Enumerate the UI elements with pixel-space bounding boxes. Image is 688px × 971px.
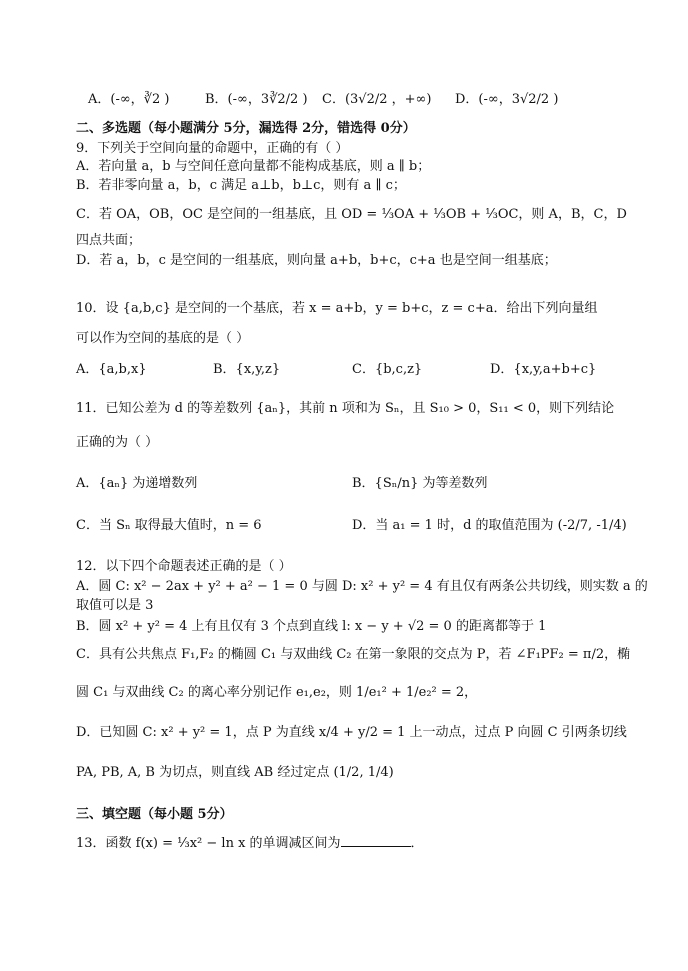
question-10-option-a: A．{a,b,x} bbox=[76, 362, 147, 377]
option-c: C．(3√2/2 ，+∞) bbox=[322, 92, 432, 107]
question-11-stem-cont: 正确的为（ ） bbox=[76, 435, 159, 450]
question-12-stem: 12．以下四个命题表述正确的是（ ） bbox=[76, 559, 292, 574]
question-11-option-b: B．{Sₙ/n} 为等差数列 bbox=[352, 476, 488, 491]
question-12-option-c-cont: 圆 C₁ 与双曲线 C₂ 的离心率分别记作 e₁,e₂，则 1/e₁² + 1/e₂² = 2， bbox=[76, 685, 478, 700]
question-12-option-a-cont: 取值可以是 3 bbox=[76, 598, 154, 613]
option-b: B．(-∞，3∛2/2 ) bbox=[205, 92, 308, 107]
question-9-option-b: B．若非零向量 a，b，c 满足 a⊥b，b⊥c，则有 a ∥ c； bbox=[76, 178, 406, 193]
question-13-stem: 13．函数 f(x) = ⅓x² − ln x 的单调减区间为 bbox=[76, 836, 341, 851]
question-10-stem-cont: 可以作为空间的基底的是（ ） bbox=[76, 331, 250, 346]
question-11-option-d: D．当 a₁ = 1 时，d 的取值范围为 (-2/7, -1/4) bbox=[352, 518, 627, 533]
question-9-option-c-cont: 四点共面； bbox=[76, 233, 142, 248]
answer-blank[interactable] bbox=[341, 834, 411, 847]
section-title-multiple-choice: 二、多选题（每小题满分 5分，漏选得 2分，错选得 0分） bbox=[76, 121, 416, 136]
question-12-option-d-cont: PA, PB, A, B 为切点，则直线 AB 经过定点 (1/2, 1/4) bbox=[76, 765, 394, 780]
question-12-option-d: D．已知圆 C: x² + y² = 1，点 P 为直线 x/4 + y/2 = 1 上一动点，过点 P 向圆 C 引两条切线 bbox=[76, 725, 627, 740]
question-9-option-c: C．若 OA，OB，OC 是空间的一组基底，且 OD = ⅓OA + ⅓OB + ⅓OC，则 A，B，C，D bbox=[76, 207, 627, 222]
section-title-fill-in: 三、填空题（每小题 5分） bbox=[76, 807, 233, 822]
question-11-option-c: C．当 Sₙ 取得最大值时，n = 6 bbox=[76, 518, 262, 533]
question-9-option-d: D．若 a，b，c 是空间的一组基底，则向量 a+b，b+c，c+a 也是空间一组基底； bbox=[76, 253, 557, 268]
question-10-option-d: D．{x,y,a+b+c} bbox=[490, 362, 597, 377]
question-13 bbox=[76, 834, 648, 853]
question-10-option-c: C．{b,c,z} bbox=[352, 362, 423, 377]
question-10-option-b: B．{x,y,z} bbox=[213, 362, 281, 377]
question-10-stem: 10．设 {a,b,c} 是空间的一个基底，若 x = a+b，y = b+c，z = c+a．给出下列向量组 bbox=[76, 301, 598, 316]
question-11-stem: 11．已知公差为 d 的等差数列 {aₙ}，其前 n 项和为 Sₙ，且 S₁₀ > 0，S₁₁ < 0，则下列结论 bbox=[76, 401, 615, 416]
question-12-option-a: A．圆 C: x² − 2ax + y² + a² − 1 = 0 与圆 D: x² + y² = 4 有且仅有两条公共切线，则实数 a 的 bbox=[76, 579, 648, 594]
option-d: D．(-∞，3√2/2 ) bbox=[455, 92, 559, 107]
question-11-option-a: A．{aₙ} 为递增数列 bbox=[76, 476, 198, 491]
question-12-option-b: B．圆 x² + y² = 4 上有且仅有 3 个点到直线 l: x − y + √2 = 0 的距离都等于 1 bbox=[76, 619, 547, 634]
question-9-stem: 9．下列关于空间向量的命题中，正确的有（ ） bbox=[76, 141, 349, 156]
question-9-option-a: A．若向量 a，b 与空间任意向量都不能构成基底，则 a ∥ b； bbox=[76, 159, 431, 174]
question-13-end: ． bbox=[410, 836, 424, 851]
question-12-option-c: C．具有公共焦点 F₁,F₂ 的椭圆 C₁ 与双曲线 C₂ 在第一象限的交点为 P，若 ∠F₁PF₂ = π/2，椭 bbox=[76, 647, 631, 662]
option-a: A．(-∞，∛2 ) bbox=[88, 92, 170, 107]
